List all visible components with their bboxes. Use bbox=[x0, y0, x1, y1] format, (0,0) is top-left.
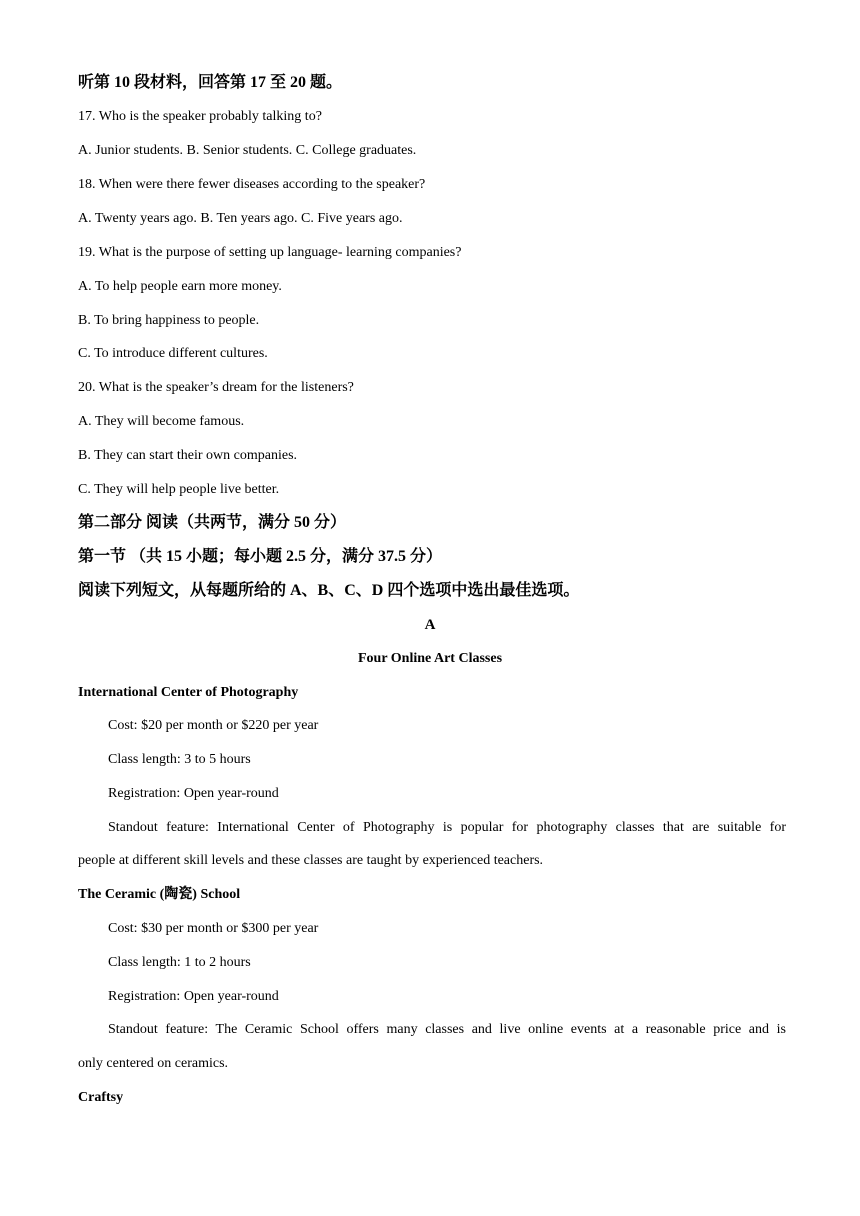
question-20-option-b: B. They can start their own companies. bbox=[78, 448, 298, 463]
class-2-feature-line-2: only centered on ceramics. bbox=[78, 1056, 229, 1071]
question-17: 17. Who is the speaker probably talking to? bbox=[78, 109, 322, 124]
passage-letter: A bbox=[424, 617, 436, 633]
listening-section-heading: 听第 10 段材料，回答第 17 至 20 题。 bbox=[78, 74, 343, 91]
question-18-options: A. Twenty years ago. B. Ten years ago. C. Five years ago. bbox=[78, 211, 403, 226]
class-1-name: International Center of Photography bbox=[78, 685, 299, 700]
question-18: 18. When were there fewer diseases according to the speaker? bbox=[78, 177, 426, 192]
question-20-option-c: C. They will help people live better. bbox=[78, 482, 280, 497]
class-2-feature-line-1: Standout feature: The Ceramic School offers many classes and live online events at a reasonable price and is bbox=[108, 1022, 786, 1037]
class-1-feature-line-1: Standout feature: International Center of Photography is popular for photography classes that are suitable for bbox=[108, 820, 786, 835]
class-1-registration: Registration: Open year-round bbox=[108, 786, 279, 801]
question-20: 20. What is the speaker’s dream for the listeners? bbox=[78, 380, 354, 395]
class-3-name: Craftsy bbox=[78, 1090, 124, 1105]
class-2-name: The Ceramic (陶瓷) School bbox=[78, 887, 241, 902]
class-2-cost: Cost: $30 per month or $300 per year bbox=[108, 921, 319, 936]
question-19-option-c: C. To introduce different cultures. bbox=[78, 346, 268, 361]
passage-title: Four Online Art Classes bbox=[357, 651, 503, 666]
reading-instruction: 阅读下列短文，从每题所给的 A、B、C、D 四个选项中选出最佳选项。 bbox=[78, 582, 580, 599]
class-1-feature-line-2: people at different skill levels and these classes are taught by experienced teachers. bbox=[78, 853, 544, 868]
question-19-option-b: B. To bring happiness to people. bbox=[78, 313, 260, 328]
class-2-length: Class length: 1 to 2 hours bbox=[108, 955, 251, 970]
class-1-length: Class length: 3 to 5 hours bbox=[108, 752, 251, 767]
class-2-registration: Registration: Open year-round bbox=[108, 989, 279, 1004]
question-17-options: A. Junior students. B. Senior students. C. College graduates. bbox=[78, 143, 417, 158]
part-two-heading: 第二部分 阅读（共两节，满分 50 分） bbox=[78, 514, 347, 531]
class-1-cost: Cost: $20 per month or $220 per year bbox=[108, 718, 319, 733]
section-one-heading: 第一节 （共 15 小题；每小题 2.5 分，满分 37.5 分） bbox=[78, 548, 443, 565]
question-20-option-a: A. They will become famous. bbox=[78, 414, 245, 429]
question-19-option-a: A. To help people earn more money. bbox=[78, 279, 282, 294]
question-19: 19. What is the purpose of setting up language- learning companies? bbox=[78, 245, 462, 260]
